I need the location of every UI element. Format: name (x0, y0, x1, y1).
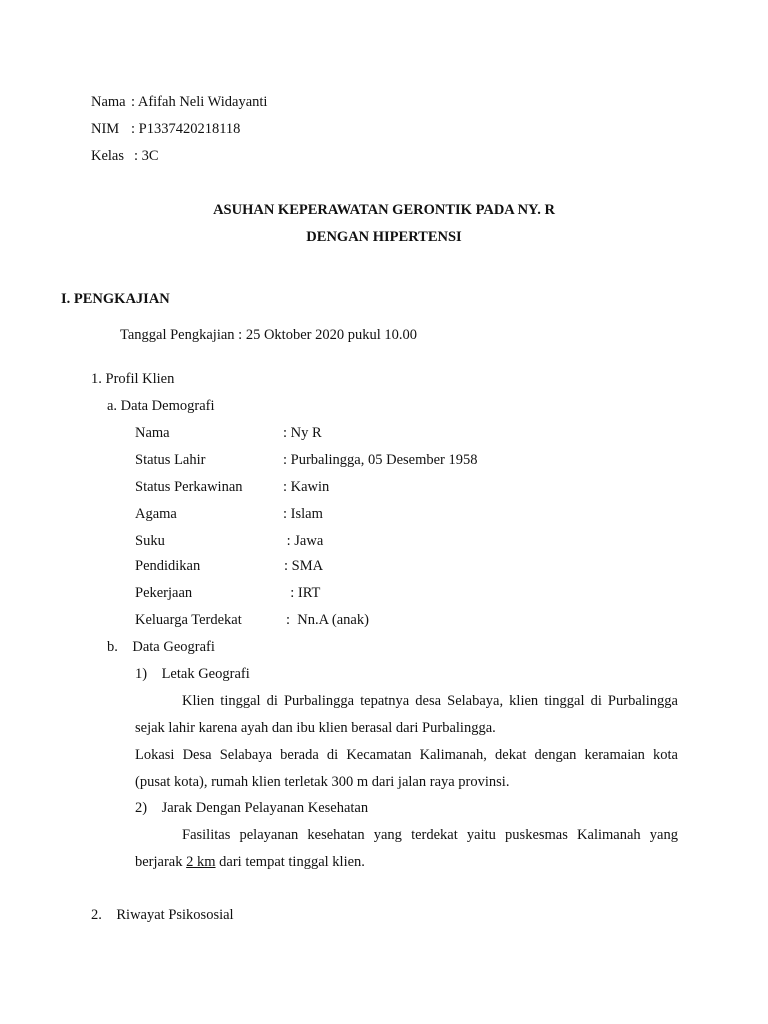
letak-geografi-heading: 1) Letak Geografi (135, 666, 250, 682)
demografi-label: Pekerjaan (135, 585, 193, 601)
jarak-line2-after: dari tempat tinggal klien. (215, 854, 365, 870)
name-value: : Afifah Neli Widayanti (131, 94, 268, 110)
demografi-value: : Kawin (283, 479, 330, 495)
demografi-value: : IRT (283, 585, 321, 601)
demografi-value: : Islam (283, 506, 323, 522)
name-row (91, 94, 268, 110)
demografi-value: : Jawa (283, 533, 324, 549)
data-geografi-heading: b. Data Geografi (107, 639, 215, 655)
demografi-value: : Ny R (283, 425, 322, 441)
nim-value: : P1337420218118 (131, 121, 241, 137)
demografi-label: Nama (135, 425, 170, 441)
demografi-value: : Purbalingga, 05 Desember 1958 (283, 452, 478, 468)
nim-row (91, 121, 241, 137)
kelas-row (91, 148, 159, 164)
section-heading-pengkajian: I. PENGKAJIAN (61, 291, 170, 307)
data-demografi-heading: a. Data Demografi (107, 398, 215, 414)
name-label: Nama (91, 94, 126, 110)
jarak-heading: 2) Jarak Dengan Pelayanan Kesehatan (135, 800, 369, 816)
riwayat-psikososial-heading: 2. Riwayat Psikososial (91, 907, 234, 923)
demografi-label: Status Perkawinan (135, 479, 243, 495)
demografi-label: Keluarga Terdekat (135, 612, 242, 628)
demografi-value: : SMA (284, 558, 324, 574)
assessment-date: Tanggal Pengkajian : 25 Oktober 2020 pukul 10.00 (120, 327, 417, 343)
letak-paragraph2-line2: (pusat kota), rumah klien terletak 300 m dari jalan raya provinsi. (135, 774, 510, 790)
demografi-label: Suku (135, 533, 165, 549)
demografi-label: Agama (135, 506, 177, 522)
letak-paragraph1-line1: Klien tinggal di Purbalingga tepatnya desa Selabaya, klien tinggal di Purbalingga (182, 693, 678, 709)
demografi-value: : Nn.A (anak) (286, 612, 369, 628)
demografi-label: Status Lahir (135, 452, 206, 468)
profil-klien-heading: 1. Profil Klien (91, 371, 175, 387)
letak-paragraph2-line1: Lokasi Desa Selabaya berada di Kecamatan Kalimanah, dekat dengan keramaian kota (135, 747, 678, 763)
kelas-value: : 3C (134, 148, 159, 164)
jarak-line2-before: berjarak (135, 854, 187, 870)
jarak-line2 (135, 855, 365, 870)
document-title-line2: DENGAN HIPERTENSI (306, 229, 462, 245)
demografi-label: Pendidikan (135, 558, 201, 574)
document-title-line1: ASUHAN KEPERAWATAN GERONTIK PADA NY. R (213, 202, 555, 218)
kelas-label: Kelas (91, 148, 125, 164)
jarak-distance: 2 km (186, 854, 216, 870)
jarak-line1: Fasilitas pelayanan kesehatan yang terdekat yaitu puskesmas Kalimanah yang (182, 827, 678, 843)
letak-paragraph1-line2: sejak lahir karena ayah dan ibu klien berasal dari Purbalingga. (135, 720, 496, 736)
nim-label: NIM (91, 121, 120, 137)
